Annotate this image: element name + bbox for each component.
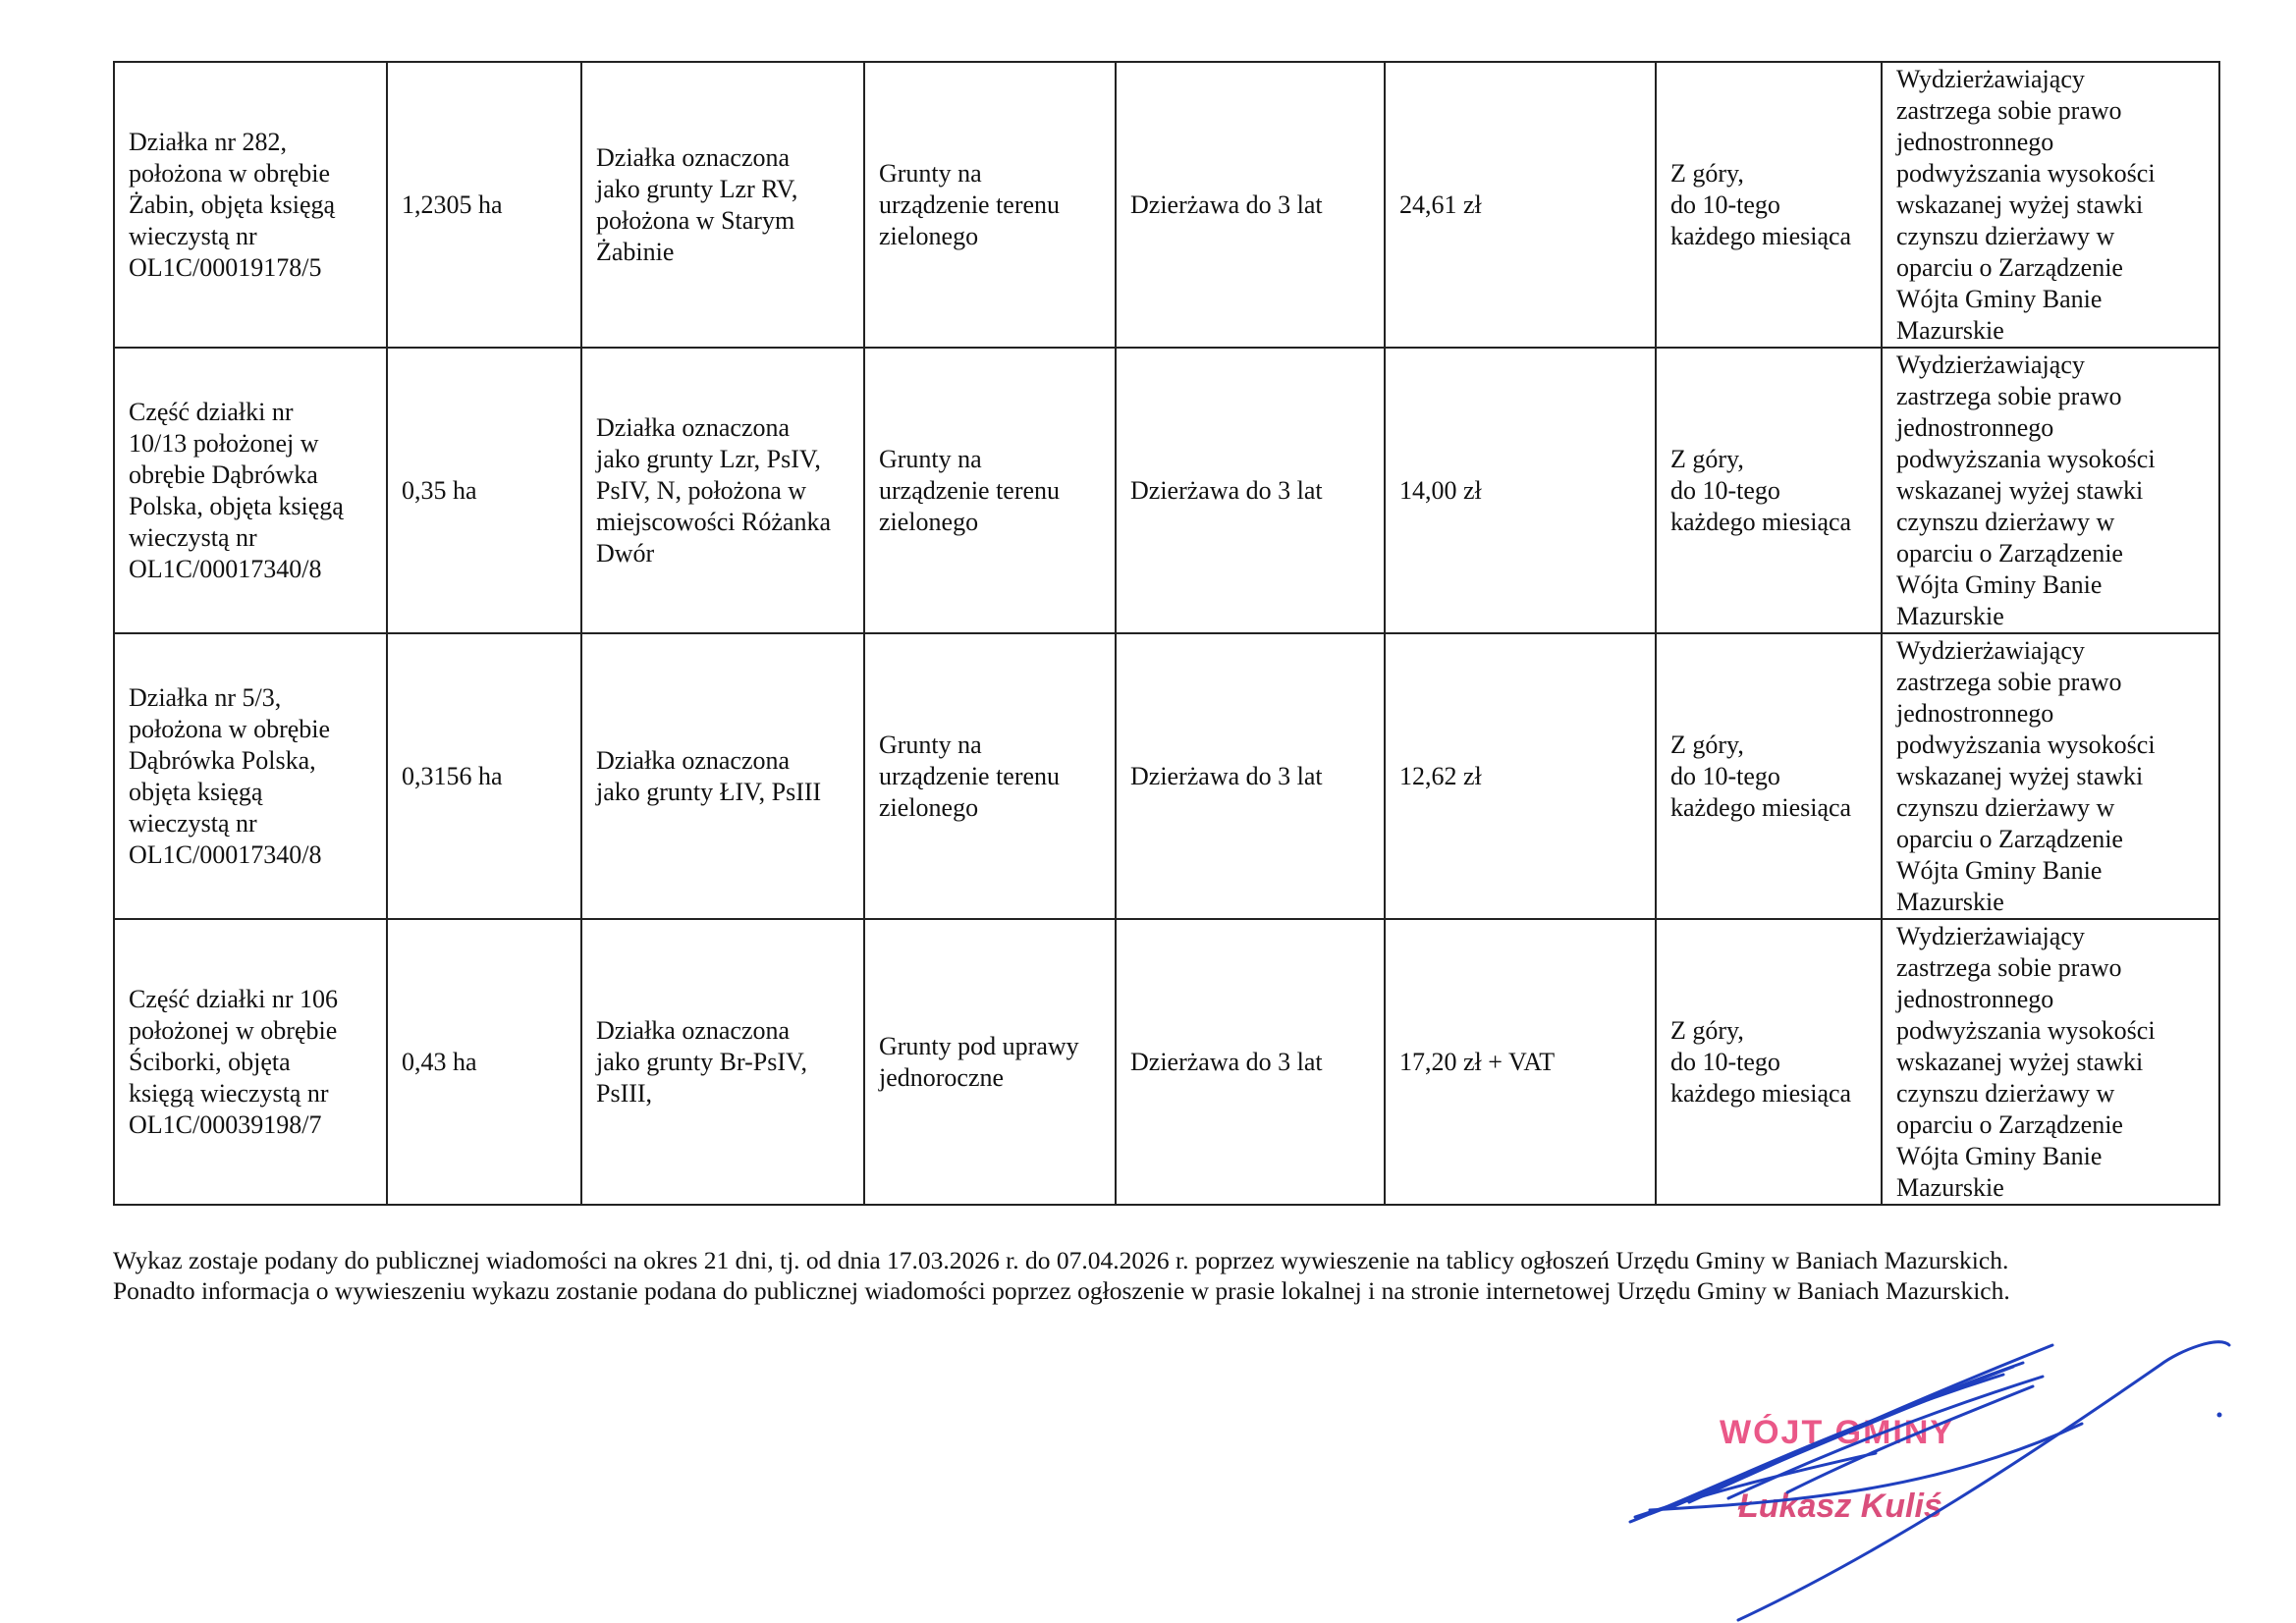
payment-cell: Z góry, do 10-tego każdego miesiąca <box>1656 919 1882 1205</box>
purpose-cell: Grunty pod uprawy jednoroczne <box>864 919 1116 1205</box>
table-row <box>114 633 2219 919</box>
purpose-cell: Grunty na urządzenie terenu zielonego <box>864 348 1116 633</box>
form-cell: Dzierżawa do 3 lat <box>1116 62 1385 348</box>
area-cell: 0,43 ha <box>387 919 581 1205</box>
stamp-name: Łukasz Kuliś <box>1738 1488 1942 1525</box>
parcel-cell: Część działki nr 106 położonej w obrębie Ściborki, objęta księgą wieczystą nr OL1C/00039198/7 <box>114 919 387 1205</box>
payment-cell: Z góry, do 10-tego każdego miesiąca <box>1656 62 1882 348</box>
designation-cell: Działka oznaczona jako grunty Lzr RV, położona w Starym Żabinie <box>581 62 864 348</box>
payment-cell: Z góry, do 10-tego każdego miesiąca <box>1656 633 1882 919</box>
form-cell: Dzierżawa do 3 lat <box>1116 348 1385 633</box>
notice-line-information: Ponadto informacja o wywieszeniu wykazu zostanie podana do publicznej wiadomości poprzez ogłoszenie w prasie lokalnej i na stronie internetowej Urzędu Gminy w Baniach Mazurskich. <box>113 1276 2010 1305</box>
form-cell: Dzierżawa do 3 lat <box>1116 919 1385 1205</box>
parcel-cell: Działka nr 5/3, położona w obrębie Dąbrówka Polska, objęta księgą wieczystą nr OL1C/00017340/8 <box>114 633 387 919</box>
rent-cell: 24,61 zł <box>1385 62 1656 348</box>
area-cell: 0,3156 ha <box>387 633 581 919</box>
notice-line-publication: Wykaz zostaje podany do publicznej wiadomości na okres 21 dni, tj. od dnia 17.03.2026 r. do 07.04.2026 r. poprzez wywieszenie na tablicy ogłoszeń Urzędu Gminy w Baniach Mazurskich. <box>113 1246 2009 1274</box>
notes-cell: Wydzierżawiający zastrzega sobie prawo jednostronnego podwyższania wysokości wskazanej wyżej stawki czynszu dzierżawy w oparciu o Zarządzenie Wójta Gminy Banie Mazurskie <box>1882 919 2219 1205</box>
rent-cell: 12,62 zł <box>1385 633 1656 919</box>
signature-area <box>1591 1306 2259 1623</box>
purpose-cell: Grunty na urządzenie terenu zielonego <box>864 62 1116 348</box>
rent-cell: 14,00 zł <box>1385 348 1656 633</box>
table-row <box>114 919 2219 1205</box>
designation-cell: Działka oznaczona jako grunty Br-PsIV, PsIII, <box>581 919 864 1205</box>
table-row <box>114 348 2219 633</box>
table-row <box>114 62 2219 348</box>
parcel-cell: Część działki nr 10/13 położonej w obrębie Dąbrówka Polska, objęta księgą wieczystą nr OL1C/00017340/8 <box>114 348 387 633</box>
rent-cell: 17,20 zł + VAT <box>1385 919 1656 1205</box>
purpose-cell: Grunty na urządzenie terenu zielonego <box>864 633 1116 919</box>
notes-cell: Wydzierżawiający zastrzega sobie prawo jednostronnego podwyższania wysokości wskazanej wyżej stawki czynszu dzierżawy w oparciu o Zarządzenie Wójta Gminy Banie Mazurskie <box>1882 62 2219 348</box>
notes-cell: Wydzierżawiający zastrzega sobie prawo jednostronnego podwyższania wysokości wskazanej wyżej stawki czynszu dzierżawy w oparciu o Zarządzenie Wójta Gminy Banie Mazurskie <box>1882 633 2219 919</box>
form-cell: Dzierżawa do 3 lat <box>1116 633 1385 919</box>
payment-cell: Z góry, do 10-tego każdego miesiąca <box>1656 348 1882 633</box>
notice-text <box>113 1245 2224 1306</box>
handwritten-signature <box>1591 1306 2259 1623</box>
stamp-title: WÓJT GMINY <box>1720 1414 1955 1451</box>
designation-cell: Działka oznaczona jako grunty Lzr, PsIV, PsIV, N, położona w miejscowości Różanka Dwór <box>581 348 864 633</box>
lease-table <box>113 61 2220 1206</box>
notes-cell: Wydzierżawiający zastrzega sobie prawo jednostronnego podwyższania wysokości wskazanej wyżej stawki czynszu dzierżawy w oparciu o Zarządzenie Wójta Gminy Banie Mazurskie <box>1882 348 2219 633</box>
area-cell: 1,2305 ha <box>387 62 581 348</box>
designation-cell: Działka oznaczona jako grunty ŁIV, PsIII <box>581 633 864 919</box>
area-cell: 0,35 ha <box>387 348 581 633</box>
parcel-cell: Działka nr 282, położona w obrębie Żabin, objęta księgą wieczystą nr OL1C/00019178/5 <box>114 62 387 348</box>
